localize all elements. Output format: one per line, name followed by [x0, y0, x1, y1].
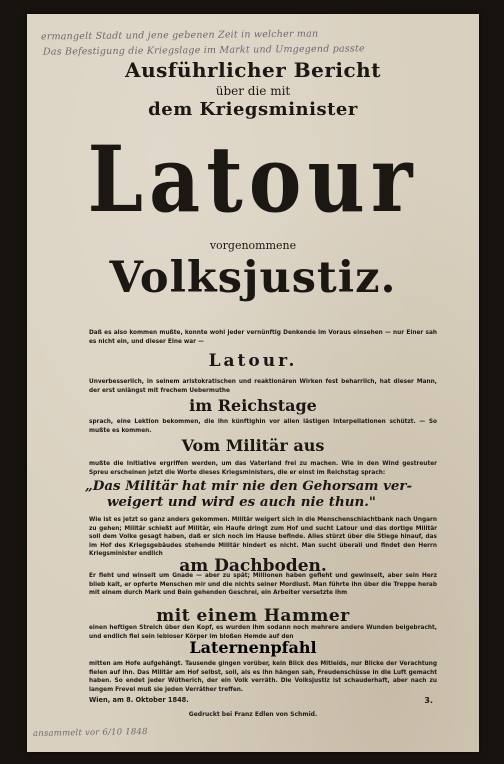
paragraph-3: sprach, eine Lektion bekommen, die ihn künftighin vor allen lästigen Interpellationen schützt. — So mußte es kommen.: [89, 419, 437, 434]
handwritten-note-line-2: Das Befestigung die Kriegslage im Markt und Umgegend passte: [42, 43, 365, 58]
paragraph-4: mußte die Initiative ergriffen werden, um das Vaterland frei zu machen. Wie in den Wind gestreuter Spreu erscheinen jetzt die Worte dieses Kriegsministers, die er einst im Reichstag sprach:: [89, 461, 437, 476]
headline-name: Latour: [87, 125, 419, 233]
paragraph-5: Wie ist es jetzt so ganz anders gekommen. Militär weigert sich in die Menschenschlachtbank nach Ungarn zu gehen; Militär schießt auf Militär, ein Haufe dringt zum Hof und sucht Latour und das dortige Militär soll dem Volke gesagt haben, daß er sich noch im Hause befinde. Alles stürzt über die Stiege hinauf, das im Hof des Kriegsgebäudes stehende Militär hindert es nicht. Man sucht überall und findet den Herrn Kriegsminister endlich: [89, 517, 437, 558]
handwritten-note-bottom: ansammelt vor 6/10 1848: [32, 727, 148, 739]
handwritten-note-line-1: ermangelt Stadt und jene gebenen Zeit in welcher man: [40, 28, 319, 43]
paragraph-7: mitten am Hofe aufgehängt. Tausende gingen vorüber, kein Blick des Mitleids, nur Blicke der Verachtung fielen auf ihn. Das Militär am Hof selbst, soll, als es ihn hängen sah, Freudenschüsse in die Luft gemacht haben. So endet jeder Wütherich, der ein Volk verräth. Die Volksjustiz ist schauderhaft, aber nach zu langem Frevel muß sie jeden Verräther treffen.: [89, 661, 437, 693]
heading-hammer: mit einem Hammer: [156, 606, 350, 626]
heading-reichstage: im Reichstage: [189, 396, 317, 415]
heading-laternenpfahl: Laternenpfahl: [189, 638, 317, 657]
heading-dachboden: am Dachboden.: [179, 556, 327, 576]
paragraph-2: Unverbesserlich, in seinem aristokratischen und reaktionären Wirken fest beharrlich, hat dieser Mann, der erst unlängst mit frechem Uebermuthe: [89, 379, 437, 394]
header-line-3: dem Kriegsminister: [148, 99, 358, 120]
headline-title: Volksjustiz.: [109, 253, 397, 303]
paragraph-6b: einen heftigen Streich über den Kopf, es wurden ihm sodann noch mehrere andere Wunden beigebracht, und endlich fiel sein lebloser Körper im bloßen Hemde auf den: [89, 625, 437, 640]
quote-line-2: weigert und wird es auch nie thun.": [107, 494, 376, 510]
quote-block: [85, 478, 445, 510]
heading-militaer: Vom Militär aus: [181, 436, 325, 455]
header-line-2: über die mit: [215, 84, 291, 98]
paragraph-1: Daß es also kommen mußte, konnte wohl jeder vernünftig Denkende im Voraus einsehen — nur Einer sah es nicht ein, und dieser Eine war —: [89, 330, 437, 345]
header-line-1: Ausführlicher Bericht: [125, 58, 381, 82]
paragraph-6: Er fleht und winselt um Gnade — aber zu spät; Millionen haben gefleht und gewinselt, aber sein Herz blieb kalt, er opferte Menschen mir und die nichts seiner Mordlust. Man führte ihn über die Treppe herab mit einem durch Mark und Bein gehenden Geschrei, ein Arbeiter versetzte ihm: [89, 573, 437, 597]
print-date: Wien, am 8. Oktober 1848.: [89, 696, 189, 704]
printer-credit: Gedruckt bei Franz Edlen von Schmid.: [188, 711, 318, 718]
sheet-number: 3.: [424, 696, 433, 705]
heading-latour: Latour.: [208, 351, 298, 371]
header-line-4: vorgenommene: [209, 239, 297, 252]
quote-line-1: „Das Militär hat mir nie den Gehorsam ver-: [85, 478, 413, 494]
